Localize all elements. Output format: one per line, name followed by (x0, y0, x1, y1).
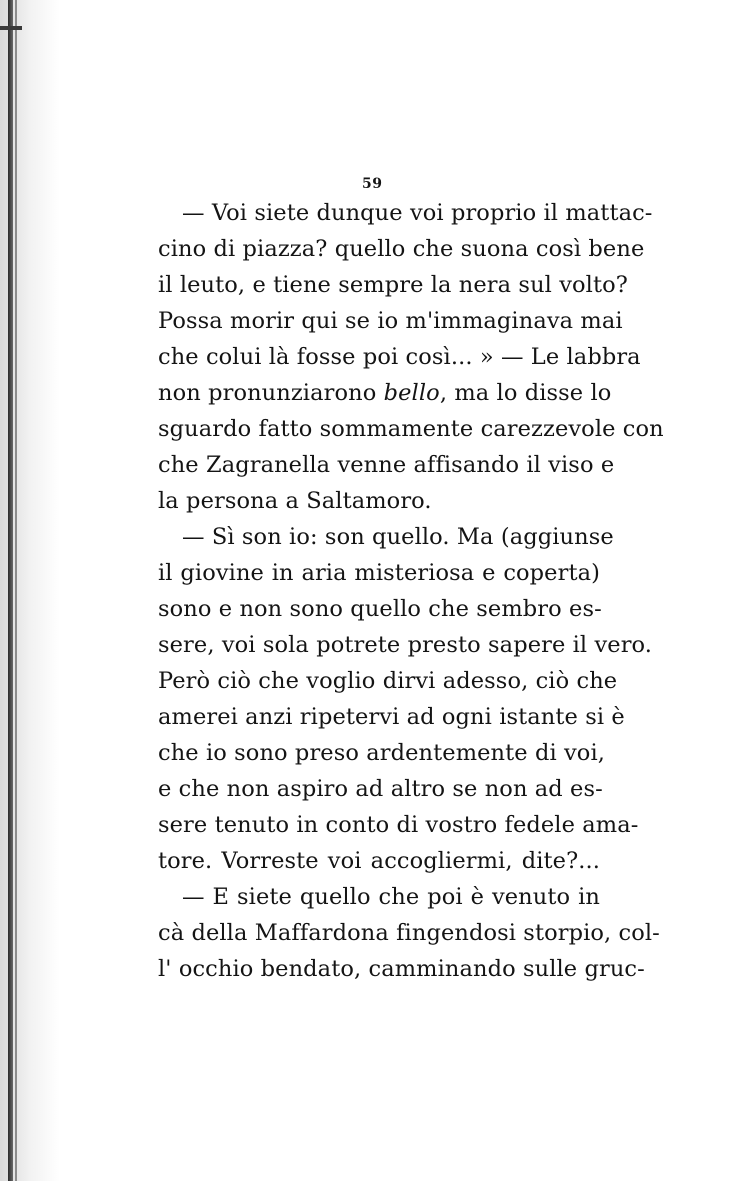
text-line: sere, voi sola potrete presto sapere il vero. (158, 632, 653, 658)
text-line: sono e non sono quello che sembro es- (158, 596, 602, 622)
text-line: tore. Vorreste voi accogliermi, dite?... (158, 848, 600, 874)
binding-mark (0, 26, 22, 30)
text-line: — Sì son io: son quello. Ma (aggiunse (182, 524, 614, 550)
text-line: il leuto, e tiene sempre la nera sul volto? (158, 272, 628, 298)
text-line: l' occhio bendato, camminando sulle gruc- (158, 956, 645, 982)
text-line: Possa morir qui se io m'immaginava mai (158, 308, 623, 334)
book-spine-shadow (8, 0, 13, 1181)
text-line: sguardo fatto sommamente carezzevole con (158, 416, 664, 442)
text-line: e che non aspiro ad altro se non ad es- (158, 776, 603, 802)
text-line: — E siete quello che poi è venuto in (182, 884, 600, 910)
text-line: cà della Maffardona fingendosi storpio, col- (158, 920, 660, 946)
text-line: il giovine in aria misteriosa e coperta) (158, 560, 600, 586)
text-line: che colui là fosse poi così... » — Le labbra (158, 344, 641, 370)
text-line: che Zagranella venne affisando il viso e (158, 452, 615, 478)
text-line: che io sono preso ardentemente di voi, (158, 740, 605, 766)
text-line: — Voi siete dunque voi proprio il mattac- (182, 200, 653, 226)
page-number: 59 (362, 176, 383, 192)
text-line: amerei anzi ripetervi ad ogni istante si è (158, 704, 625, 730)
text-segment: , ma lo disse lo (439, 380, 612, 406)
text-line: cino di piazza? quello che suona così bene (158, 236, 645, 262)
text-line-with-emphasis (158, 380, 612, 406)
text-line: la persona a Saltamoro. (158, 488, 432, 514)
text-line: sere tenuto in conto di vostro fedele ama- (158, 812, 639, 838)
book-spine-edge (15, 0, 17, 1181)
text-segment: non pronunziarono (158, 380, 377, 406)
text-line: Però ciò che voglio dirvi adesso, ciò che (158, 668, 618, 694)
italic-word: bello (383, 380, 440, 406)
